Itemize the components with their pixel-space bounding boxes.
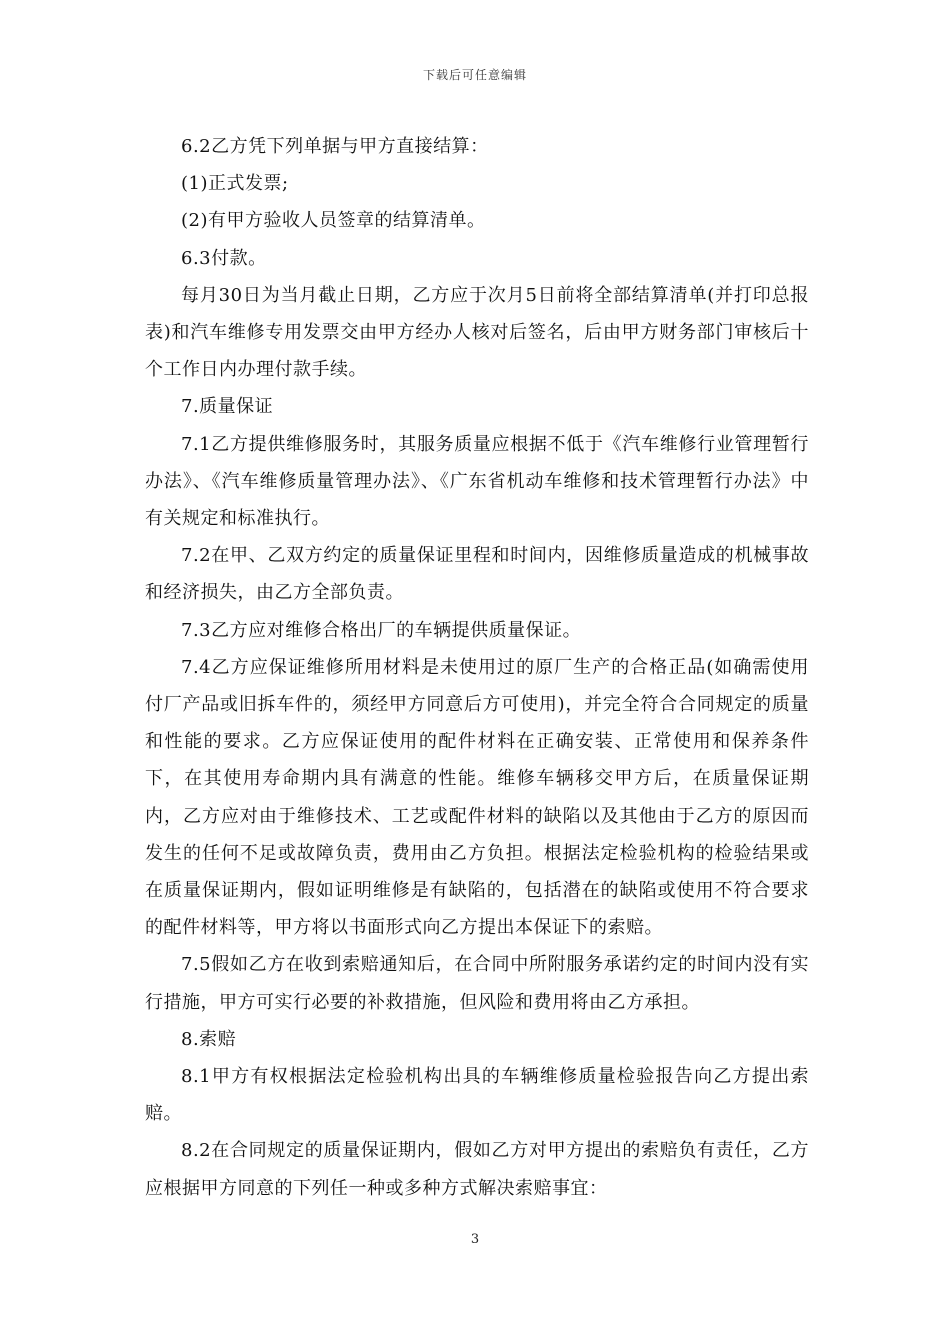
section-heading-7: 7.质量保证 [181, 396, 274, 418]
paragraph-6-3: 6.3付款。 [181, 247, 267, 269]
section-heading-8: 8.索赔 [181, 1028, 237, 1050]
paragraph-7-3: 7.3乙方应对维修合格出厂的车辆提供质量保证。 [181, 619, 582, 641]
paragraph-7-2: 7.2在甲、乙双方约定的质量保证里程和时间内，因维修质量造成的机械事故和经济损失，由乙方全部负责。 [145, 545, 809, 604]
document-body [145, 128, 809, 1207]
page-header: 下载后可任意编辑 [422, 68, 527, 82]
paragraph-7-4: 7.4乙方应保证维修所用材料是未使用过的原厂生产的合格正品(如确需使用付厂产品或旧拆车件的，须经甲方同意后方可使用)，并完全符合合同规定的质量和性能的要求。乙方应保证使用的配件材料在正确安装、正常使用和保养条件下，在其使用寿命期内具有满意的性能。维修车辆移交甲方后，在质量保证期内，乙方应对由于维修技术、工艺或配件材料的缺陷以及其他由于乙方的原因而发生的任何不足或故障负责，费用由乙方负担。根据法定检验机构的检验结果或在质量保证期内，假如证明维修是有缺陷的，包括潜在的缺陷或使用不符合要求的配件材料等，甲方将以书面形式向乙方提出本保证下的索赔。 [145, 656, 809, 939]
page-number: 3 [470, 1232, 480, 1247]
paragraph-6-3-body: 每月30日为当月截止日期，乙方应于次月5日前将全部结算清单(并打印总报表)和汽车维修专用发票交由甲方经办人核对后签名，后由甲方财务部门审核后十个工作日内办理付款手续。 [145, 284, 809, 381]
paragraph-8-2: 8.2在合同规定的质量保证期内，假如乙方对甲方提出的索赔负有责任，乙方应根据甲方同意的下列任一种或多种方式解决索赔事宜： [145, 1140, 809, 1199]
paragraph-6-2-item-1: (1)正式发票; [181, 173, 289, 195]
paragraph-8-1: 8.1甲方有权根据法定检验机构出具的车辆维修质量检验报告向乙方提出索赔。 [145, 1066, 809, 1125]
paragraph-6-2: 6.2乙方凭下列单据与甲方直接结算： [181, 136, 489, 157]
paragraph-7-1: 7.1乙方提供维修服务时，其服务质量应根据不低于《汽车维修行业管理暂行办法》、《汽车维修质量管理办法》、《广东省机动车维修和技术管理暂行办法》中有关规定和标准执行。 [145, 433, 809, 530]
paragraph-6-2-item-2: (2)有甲方验收人员签章的结算清单。 [181, 210, 486, 232]
paragraph-7-5: 7.5假如乙方在收到索赔通知后，在合同中所附服务承诺约定的时间内没有实行措施，甲方可实行必要的补救措施，但风险和费用将由乙方承担。 [145, 954, 809, 1013]
